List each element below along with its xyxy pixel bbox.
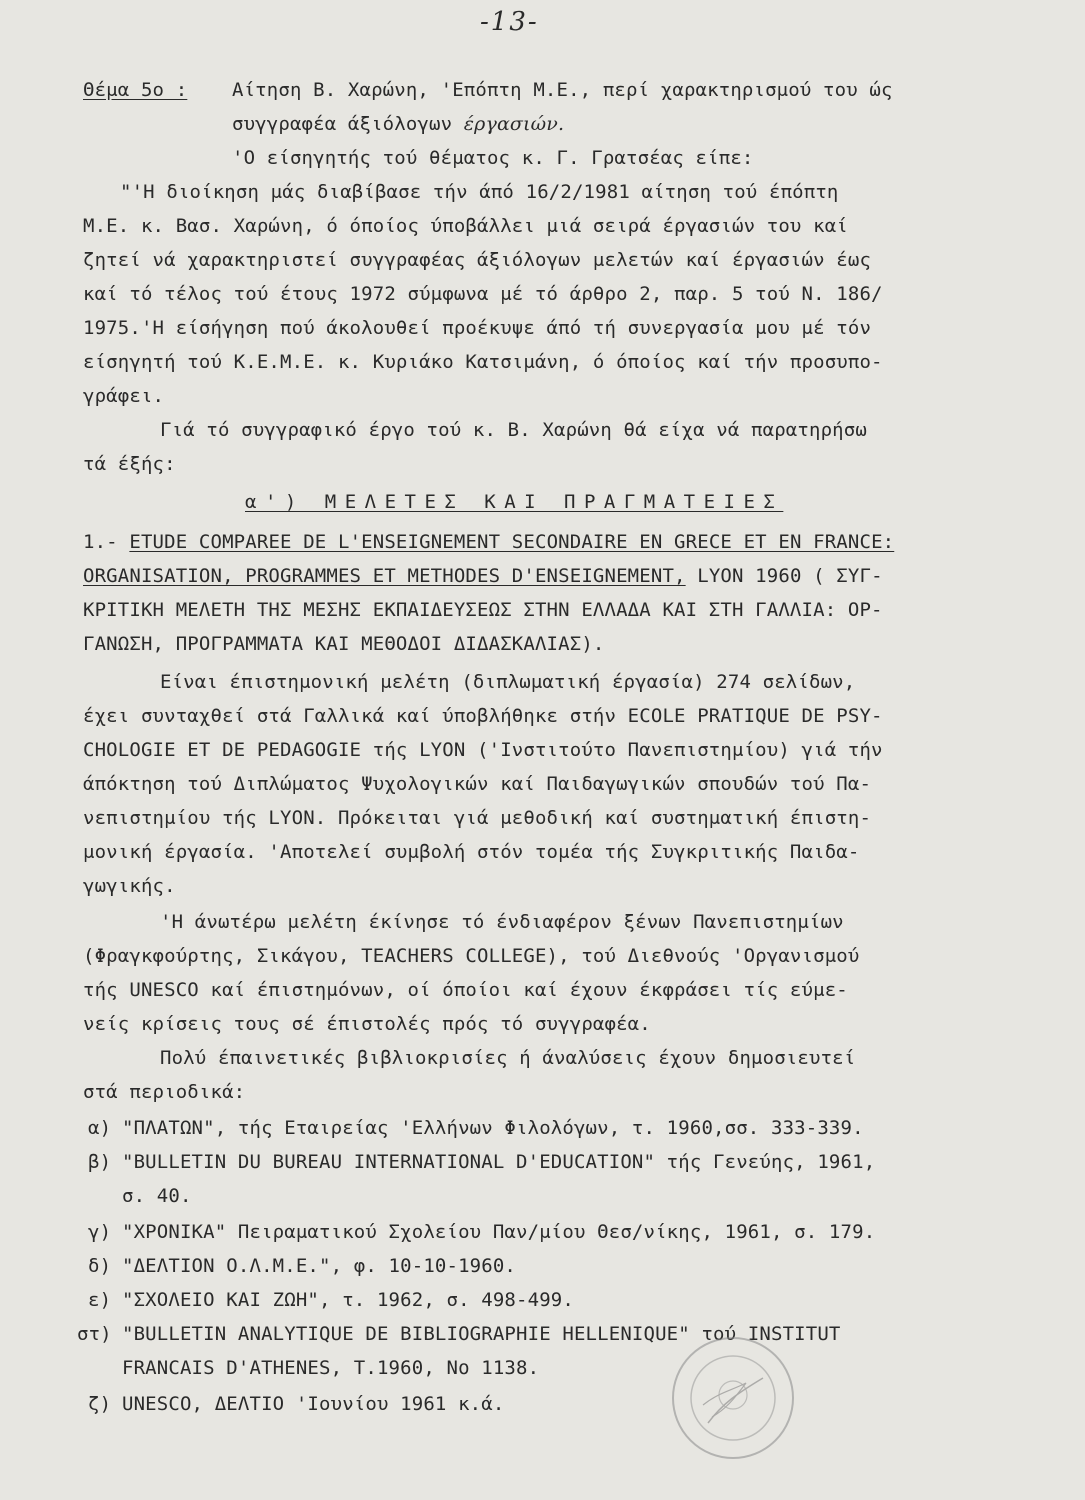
para3-line: άπόκτηση τού Διπλώματος Ψυχολογικών καί Παιδαγωγικών σπουδών τού Πα- [83,773,872,795]
review-text: "ΠΛΑΤΩΝ", τής Εταιρείας 'Ελλήνων Φιλολόγων, τ. 1960,σσ. 333-339. [122,1117,864,1139]
item1-title-part2: ORGANISATION, PROGRAMMES ET METHODES D'ENSEIGNEMENT, [83,565,686,587]
theme-subject-typed: συγγραφέα άξιόλογων [232,113,464,135]
review-text: "BULLETIN ANALYTIQUE DE BIBLIOGRAPHIE HELLENIQUE" τού INSTITUT [122,1323,841,1345]
item1-number: 1.- [83,531,118,553]
item1-line1 [83,530,894,554]
para2-line: τά έξής: [83,453,176,475]
item1-line2-rest: LYON 1960 ( ΣΥΓ- [685,565,883,587]
para5-line: στά περιοδικά: [83,1081,246,1103]
review-label: στ) [77,1323,112,1345]
item1-line4: ΓΑΝΩΣΗ, ΠΡΟΓΡΑΜΜΑΤΑ ΚΑΙ ΜΕΘΟΔΟΙ ΔΙΔΑΣΚΑΛΙΑΣ). [83,633,605,655]
para1-line: "'Η διοίκηση μάς διαβίβασε τήν άπό 16/2/1981 αίτηση τού έπόπτη [120,181,839,203]
review-label: γ) [88,1221,112,1243]
para1-line: ζητεί νά χαρακτηριστεί συγγραφέας άξιόλογων μελετών καί έργασιών έως [83,249,872,271]
item1-title-part1: ETUDE COMPAREE DE L'ENSEIGNEMENT SECONDAIRE EN GRECE ET EN FRANCE: [129,531,895,553]
para1-line: γράφει. [83,385,165,407]
para4-line: (Φραγκφούρτης, Σικάγου, TEACHERS COLLEGE), τού Διεθνούς 'Οργανισμού [83,945,860,967]
review-text: FRANCAIS D'ATHENES, T.1960, No 1138. [122,1357,540,1379]
para4-line: τής UNESCO καί έπιστημόνων, οί όποίοι καί έχουν έκφράσει τίς εύμε- [83,979,848,1001]
page-number: -13- [480,7,539,37]
review-label: α) [88,1117,112,1139]
rapporteur-intro: 'Ο είσηγητής τού θέματος κ. Γ. Γρατσέας είπε: [232,147,754,169]
theme-subject-handwritten: έργασιών. [463,113,565,135]
para1-line: Μ.Ε. κ. Βασ. Χαρώνη, ό όποίος ύποβάλλει μιά σειρά έργασιών του καί [83,215,848,237]
para3-line: έχει συνταχθεί στά Γαλλικά καί ύποβλήθηκε στήν ECOLE PRATIQUE DE PSY- [83,705,883,727]
review-text: "ΣΧΟΛΕΙΟ ΚΑΙ ΖΩΗ", τ. 1962, σ. 498-499. [122,1289,574,1311]
review-label: ε) [88,1289,112,1311]
para3-line: γωγικής. [83,875,176,897]
para3-line: Είναι έπιστημονική μελέτη (διπλωματική έργασία) 274 σελίδων, [160,671,856,693]
review-label: ζ) [88,1393,112,1415]
theme-subject-line1: Αίτηση Β. Χαρώνη, 'Επόπτη Μ.Ε., περί χαρακτηρισμού του ώς [232,79,893,101]
item1-line2 [83,564,883,588]
para1-line: 1975.'Η είσήγηση πού άκολουθεί προέκυψε άπό τή συνεργασία μου μέ τόν [83,317,872,339]
para3-line: νεπιστημίου τής LYON. Πρόκειται γιά μεθοδική καί συστηματική έπιστη- [83,807,872,829]
para1-line: είσηγητή τού Κ.Ε.Μ.Ε. κ. Κυριάκο Κατσιμάνη, ό όποίος καί τήν προσυπο- [83,351,883,373]
theme-subject-line2 [232,112,564,136]
review-text: σ. 40. [122,1185,192,1207]
para4-line: 'Η άνωτέρω μελέτη έκίνησε τό ένδιαφέρον ξένων Πανεπιστημίων [160,911,844,933]
para3-line: CHOLOGIE ET DE PEDAGOGIE τής LYON ('Ινστιτούτο Πανεπιστημίου) γιά τήν [83,739,883,761]
para5-line: Πολύ έπαινετικές βιβλιοκρισίες ή άναλύσεις έχουν δημοσιευτεί [160,1047,856,1069]
review-text: "ΔΕΛΤΙΟΝ Ο.Λ.Μ.Ε.", φ. 10-10-1960. [122,1255,517,1277]
item1-line3: ΚΡΙΤΙΚΗ ΜΕΛΕΤΗ ΤΗΣ ΜΕΣΗΣ ΕΚΠΑΙΔΕΥΣΕΩΣ ΣΤΗΝ ΕΛΛΑΔΑ ΚΑΙ ΣΤΗ ΓΑΛΛΙΑ: ΟΡ- [83,599,883,621]
theme-label: Θέμα 5ο : [83,79,188,101]
para2-line: Γιά τό συγγραφικό έργο τού κ. Β. Χαρώνη θά είχα νά παρατηρήσω [160,419,867,441]
para1-line: καί τό τέλος τού έτους 1972 σύμφωνα μέ τό άρθρο 2, παρ. 5 τού Ν. 186/ [83,283,883,305]
review-text: UNESCO, ΔΕΛΤΙΟ 'Ιουνίου 1961 κ.ά. [122,1393,505,1415]
review-text: "BULLETIN DU BUREAU INTERNATIONAL D'EDUCATION" τής Γενεύης, 1961, [122,1151,876,1173]
para3-line: μονική έργασία. 'Αποτελεί συμβολή στόν τομέα τής Συγκριτικής Παιδα- [83,841,860,863]
review-text: "ΧΡΟΝΙΚΑ" Πειραματικού Σχολείου Παν/μίου Θεσ/νίκης, 1961, σ. 179. [122,1221,876,1243]
section-heading: α') ΜΕΛΕΤΕΣ ΚΑΙ ΠΡΑΓΜΑΤΕΙΕΣ [245,491,784,513]
review-label: β) [88,1151,112,1173]
official-stamp [668,1333,798,1463]
review-label: δ) [88,1255,112,1277]
para4-line: νείς κρίσεις τους σέ έπιστολές πρός τό συγγραφέα. [83,1013,651,1035]
